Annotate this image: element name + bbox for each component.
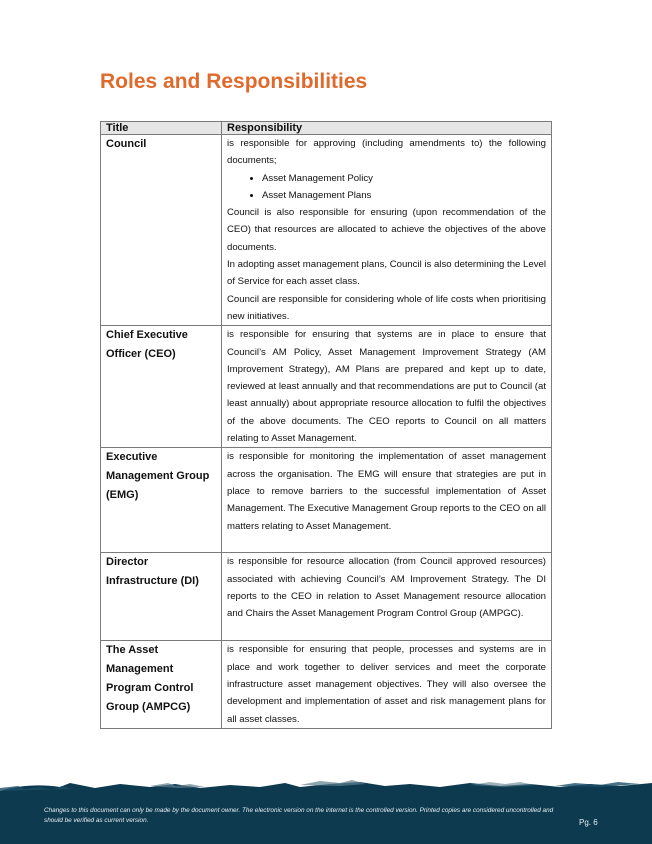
responsibility-intro: is responsible for approving (including amendments to) the following documents; bbox=[227, 138, 546, 167]
table-header-row bbox=[101, 122, 552, 135]
document-list bbox=[227, 170, 546, 205]
responsibility-intro: is responsible for monitoring the implementation of asset management across the organisation. The EMG will ensure that strategies are put in place to remove barriers to the successful implementation of Asset Management. The Executive Management Group reports to the CEO on all matters relating to Asset Management. bbox=[227, 451, 546, 532]
table-row bbox=[101, 641, 552, 729]
responsibility-intro: is responsible for ensuring that systems are in place to ensure that Council’s AM Policy, Asset Management Improvement Strategy (AM Improvement Strategy), AM Plans are prepared and kept up to date, reviewed at least annually and that recommendations are put to Council (at least annually) about appropriate resource allocation to fulfil the objectives of the above documents. The CEO reports to Council on all matters relating to Asset Management. bbox=[227, 329, 546, 445]
row-title: Executive Management Group (EMG) bbox=[101, 448, 222, 553]
row-title: Council bbox=[101, 135, 222, 326]
responsibility-paragraph: Council are responsible for considering whole of life costs when prioritising new initiatives. bbox=[227, 293, 546, 322]
row-title: Director Infrastructure (DI) bbox=[101, 553, 222, 641]
row-responsibility bbox=[222, 326, 552, 448]
responsibility-intro: is responsible for ensuring that people, processes and systems are in place and work together to deliver services and meet the corporate infrastructure asset management objectives. They will also oversee the development and implementation of asset and risk management plans for all asset classes. bbox=[227, 644, 546, 725]
row-title: The Asset Management Program Control Group (AMPCG) bbox=[101, 641, 222, 729]
table-row bbox=[101, 448, 552, 553]
row-responsibility bbox=[222, 553, 552, 641]
table-row bbox=[101, 326, 552, 448]
list-item: • Asset Management Plans bbox=[262, 187, 546, 204]
responsibility-paragraph: In adopting asset management plans, Council is also determining the Level of Service for each asset class. bbox=[227, 259, 546, 288]
row-title: Chief Executive Officer (CEO) bbox=[101, 326, 222, 448]
header-title: Title bbox=[101, 122, 222, 135]
page-title: Roles and Responsibilities bbox=[100, 70, 368, 93]
table-row bbox=[101, 553, 552, 641]
footer-disclaimer: Changes to this document can only be made by the document owner. The electronic version on the internet is the controlled version. Printed copies are considered uncontrolled and should be verified as current version. bbox=[44, 807, 554, 824]
responsibility-intro: is responsible for resource allocation (from Council approved resources) associated with achieving Council’s AM Improvement Strategy. The DI reports to the CEO in relation to Asset Management resource allocation and Chairs the Asset Management Program Control Group (AMPGC). bbox=[227, 556, 546, 620]
list-item: • Asset Management Policy bbox=[262, 170, 546, 187]
row-responsibility bbox=[222, 448, 552, 553]
row-responsibility bbox=[222, 135, 552, 326]
table-row bbox=[101, 135, 552, 326]
row-responsibility bbox=[222, 641, 552, 729]
roles-table bbox=[100, 121, 552, 729]
header-responsibility: Responsibility bbox=[222, 122, 552, 135]
page-number: Pg. 6 bbox=[579, 818, 598, 827]
responsibility-paragraph: Council is also responsible for ensuring (upon recommendation of the CEO) that resources are allocated to achieve the objectives of the above documents. bbox=[227, 207, 546, 253]
